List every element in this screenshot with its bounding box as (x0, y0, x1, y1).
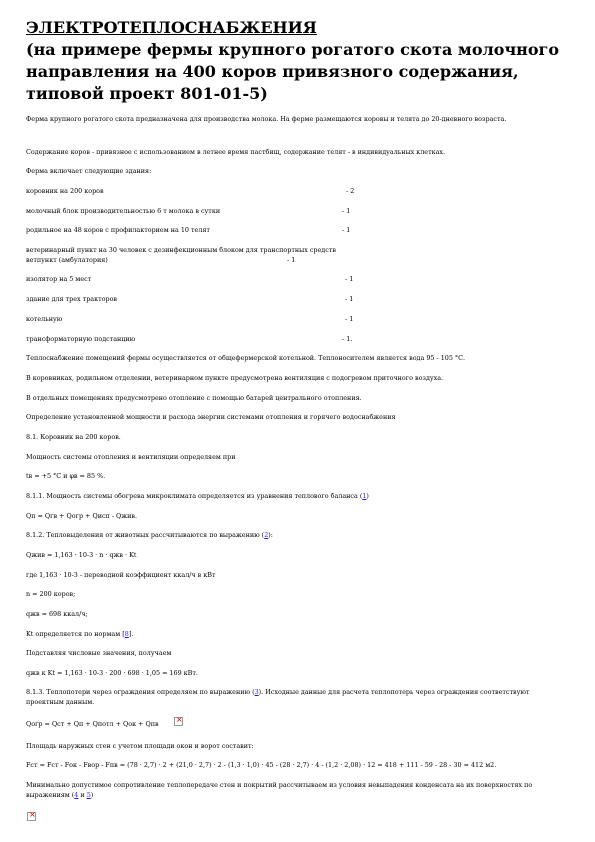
includes-paragraph: Ферма включает следующие здания: (26, 167, 152, 175)
formula: Qжив = 1,163 · 10-3 · n · qжв · Kt (26, 551, 137, 559)
body-paragraph (26, 780, 566, 800)
text-fragment: ) (366, 492, 369, 500)
broken-image-icon (174, 717, 183, 726)
building-item-value: - 2 (346, 187, 355, 195)
building-item-value: - 1 (345, 275, 354, 283)
reference-link[interactable]: 4 (74, 791, 79, 799)
building-item-label: котельную (26, 315, 63, 323)
title-subtitle: (на примере фермы крупного рогатого скота молочного направления на 400 коров привязного содержания, типовой проект 801-01-5) (26, 40, 560, 103)
broken-image-icon (27, 812, 36, 821)
section-heading: Определение установленной мощности и расхода энергии системами отопления и горячего водоснабжения (26, 413, 396, 421)
building-item-value: - 1 (345, 315, 354, 323)
formula: qжв к Kt = 1,163 · 10-3 · 200 · 698 · 1,05 = 169 кВт. (26, 669, 198, 677)
formula: Qп = Qгв + Qогр + Qисп - Qжив. (26, 512, 138, 520)
building-item-value: - 1. (342, 335, 353, 343)
text-fragment: ): (268, 531, 273, 539)
building-item-value: - 1 (345, 295, 354, 303)
formula: Fст = Fст - Fок - Fвор - Fпв = (78 · 2,7) · 2 + (21,0 · 2,7) · 2 - (1,3 · 1,0) · 45 - (28 · 2,7) · 4 - (1,2 · 2,08) · 12 = 418 + 111 - 59 - 28 - 30 = 412 м2. (26, 761, 497, 769)
reference-link[interactable]: 1 (362, 492, 367, 500)
reference-link[interactable]: 2 (264, 531, 269, 539)
building-item-value: - 1 (342, 226, 351, 234)
text-fragment: ) (90, 791, 94, 799)
building-item-label: коровник на 200 коров (26, 187, 104, 195)
text-fragment: Kt определяется по нормам [ (26, 630, 125, 638)
body-paragraph: qжв = 698 ккал/ч; (26, 610, 88, 618)
intro-paragraph: Ферма крупного рогатого скота предназначена для производства молока. На ферме размещаются коровы и телята до 20-дневного возраста. (26, 115, 507, 123)
building-item-label: изолятор на 5 мест (26, 275, 92, 283)
text-fragment: и (78, 791, 87, 799)
building-item-value: - 1 (287, 256, 296, 264)
body-paragraph: Подставляя числовые значения, получаем (26, 649, 172, 657)
body-paragraph (26, 491, 566, 501)
text-fragment: 8.1.2. Тепловыделения от животных рассчитываются по выражению ( (26, 531, 265, 539)
building-item-label: молочный блок производительностью 6 т молока в сутки (26, 207, 221, 215)
text-fragment: 8.1.1. Мощность системы обогрева микроклимата определяется из уравнения теплового баланса ( (26, 492, 363, 500)
building-item-label: трансформаторную подстанцию (26, 335, 136, 343)
reference-link[interactable]: 5 (86, 791, 91, 799)
reference-link[interactable]: 3 (254, 688, 259, 696)
housing-paragraph: Содержание коров - привязное с использованием в летнее время пастбищ, содержание телят - в индивидуальных клетках. (26, 148, 446, 156)
text-fragment: 8.1.3. Теплопотери через ограждения определяем по выражению ( (26, 688, 255, 696)
building-item-label: здание для трех тракторов (26, 295, 118, 303)
body-paragraph: Теплоснабжение помещений фермы осуществляется от общефермерской котельной. Теплоносителем является вода 95 - 105 °С. (26, 354, 466, 362)
body-paragraph (26, 629, 566, 639)
section-heading: 8.1. Коровник на 200 коров. (26, 433, 121, 441)
body-paragraph: n = 200 коров; (26, 590, 76, 598)
body-paragraph (26, 687, 566, 707)
building-item-value: - 1 (342, 207, 351, 215)
building-item-label: родильное на 48 коров с профилакторием на 10 телят (26, 226, 210, 234)
reference-link[interactable]: 8 (124, 630, 129, 638)
text-fragment: Минимально допустимое сопротивление теплопередаче стен и покрытий рассчитываем из условия невыпадения конденсата на их поверхностях по выражениям ( (26, 781, 533, 799)
text-fragment: ). Исходные данные для расчета теплопотерь через ограждения соответствуют проектным данным. (26, 688, 530, 706)
formula: tв = +5 °С и φв = 85 %. (26, 472, 106, 480)
page-title (26, 17, 566, 105)
body-paragraph: В коровниках, родильном отделении, ветеринарном пункте предусмотрена вентиляция с подогревом приточного воздуха. (26, 374, 444, 382)
body-paragraph: Площадь наружных стен с учетом площади окон и ворот составит: (26, 742, 254, 750)
building-item-label: ветеринарный пункт на 30 человек с дезинфекционным блоком для транспортных средств ветпункт (амбулатория) (26, 246, 336, 264)
formula: Qогр = Qст + Qп + Qпотл + Qок + Qпв (26, 720, 159, 728)
text-fragment: ]. (128, 630, 134, 638)
body-paragraph (26, 530, 566, 540)
title-main: ЭЛЕКТРОТЕПЛОСНАБЖЕНИЯ (26, 18, 317, 37)
body-paragraph: В отдельных помещениях предусмотрено отопление с помощью батарей центрального отопления. (26, 394, 362, 402)
body-paragraph: где 1,163 · 10-3 - переводной коэффициент ккал/ч в кВт (26, 571, 216, 579)
body-paragraph: Мощность системы отопления и вентиляции определяем при (26, 453, 236, 461)
